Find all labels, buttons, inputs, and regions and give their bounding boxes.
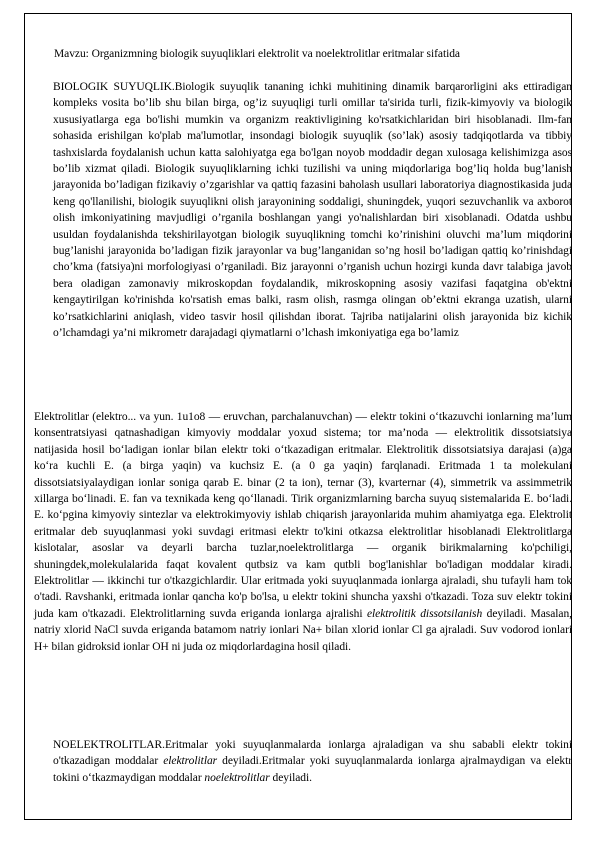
paragraph-nonelectrolytes-start: NOELEKTROLITLAR.Eritmalar yoki suyuqlanmalarda ionlarga ajraladigan va shu sababli elektr tokini o'tkazadigan moddalar xyxy=(53,739,572,768)
paragraph-electrolytes-end: deyiladi. Masalan, natriy xlorid NaCl suvda eriganda batamom natriy ionlari Na+ bilan xlorid ionlar Cl ga ajraladi. Suv vodorod ionlari H+ bilan gidroksid ionlar OH ni juda oz miqdorlardagina hosil qiladi. xyxy=(34,607,572,653)
document-title: Mavzu: Organizmning biologik suyuqliklari elektrolit va noelektrolitlar eritmalar sifatida xyxy=(54,48,460,60)
paragraph-electrolytes xyxy=(34,409,572,655)
term-electrolytic-dissociation: elektrolitik dissotsilanish xyxy=(366,607,483,620)
term-electrolytes: elektrolitlar xyxy=(163,755,218,768)
paragraph-nonelectrolytes-end: deyiladi. xyxy=(269,771,312,784)
paragraph-biological-fluid: BIOLOGIK SUYUQLIK.Biologik suyuqlik tananing ichki muhitining dinamik barqarorligini aks ettiradigan kompleks vosita bo’lib shu bilan birga, og’iz suyuqligi turli omillar ta'sirida turli, fizik-kimyoviy va biologik xususiyatlarga ega bo'lishi mumkin va organizm reaktivligining ko'rsatkichlaridan biri hisoblanadi. Ilm-fan sohasida erishilgan ko'plab ma'lumotlar, insondagi biologik suyuqlik (so’lak) asosiy tadqiqotlarda va tibbiy tashxislarda foydalanish uchun katta salohiyatga ega bo'lgan noyob moddadir degan xulosaga kelishimizga asos bo’lib xizmat qiladi. Biologik suyuqliklarning ichki tuzilishi va uning miqdorlariga bog’liq holda bug’lanish jarayonida bo’ladigan fizikaviy o’zgarishlar va qattiq fazasini baholash usullari laboratoriya diagnostikasida juda keng qo'llanilishi, biologik suyuqlikni olish jarayonining soddaligi, shuningdek, yuqori sezuvchanlik va axborot olish imkoniyatining mavjudligi o’rganila boshlangan yangi yo'nalishlardan biri xisoblanadi. Odatda ushbu usuldan foydalanishda tekshirilayotgan biologik suyuqlikning tomchi ko’rinishini oluvchi ma’lum miqdorini bug’lanishi jarayonida bo’ladigan fizik jarayonlar va bug’langanidan so’ng hosil bo’ladigan qattiq ko’rinishdagi cho’kma (fatsiya)ni morfologiyasi o’rganiladi. Biz jarayonni o’rganish uchun hozirgi kunda davr talabiga javob bera oladigan zamonaviy mikroskopdan foydalandik, mikroskopning asosiy vazifasi faqatgina ob'ektni kengaytirilgan ko'rinishda ko'rsatish emas balki, rasm olish, rasmga olingan ob’ektni ekranga uzatish, ularni ko’rsatkichlarini aniqlash, video tasvir hosil qilishdan iborat. Tajriba natijalarini olish jarayonida biz kichik o’lchamdagi ya’ni mikrometr darajadagi qiymatlarni o’lchash imkoniyatiga ega bo’lamiz xyxy=(53,81,572,340)
paragraph-nonelectrolytes-mid: deyiladi.Eritmalar yoki suyuqlanmalarda ionlarga ajralmaydigan va elektr tokini o‘tkazmaydigan moddalar xyxy=(53,755,572,784)
paragraph-nonelectrolytes xyxy=(53,737,572,786)
term-nonelectrolytes: noelektrolitlar xyxy=(204,771,270,784)
paragraph-electrolytes-text: Elektrolitlar (elektro... va yun. 1u1o8 — eruvchan, parchalanuvchan) — elektr tokini o‘tkazuvchi ionlarning ma’lum konsentratsiyasi qatnashadigan kimyoviy moddalar yoxud sistema; tor ma’noda — elektrolitik dissotsiatsiya natijasida hosil bo‘ladigan ionlar bilan elektr toki o‘tkazadigan eritmalar. Elektrolitik dissotsiatsiya darajasi (a)ga ko‘ra kuchli E. (a birga yaqin) va kuchsiz E. (a 0 ga yaqin) farqlanadi. Eritmada 1 ta molekulani dissotsiatsiyalaydigan ionlar soniga qarab E. binar (2 ta ion), ternar (3), kvarternar (4), simmetrik va assimmetrik xillarga bo‘linadi. E. fan va texnikada keng qo‘llanadi. Tirik organizmlarning barcha suyuq sistemalarida E. bo‘ladi. E. ko‘pgina kimyoviy sintezlar va elektrokimyoviy ishlab chiqarish jarayonlarida muhim ahamiyatga ega. Elektrolit eritmalar deb suyuqlanmasi yoki suvdagi eritmasi elektr to'kini otkazsa elektrolitlar hisoblanadi Elektrolitlarga kislotalar, asoslar va deyarli barcha tuzlar,noelektrolitlarga — organik birikmalarning ko'pchiligi, shuningdek,molekulalarida faqat kovalent qutbsiz va kam qutbli bog'lanishlar bo'ladigan moddalar kiradi. Elektrolitlar — ikkinchi tur o'tkazgichlardir. Ular eritmada yoki suyuqlanmada ionlarga ajraladi, shu tufayli ham tok o'tadi. Ravshanki, eritmada ionlar qancha ko'p bo'lsa, u elektr tokini shuncha yaxshi o'tkazadi. Toza suv elektr tokini juda kam o'tkazadi. Elektrolitlarning suvda eriganda ionlarga ajralishi xyxy=(34,411,572,620)
